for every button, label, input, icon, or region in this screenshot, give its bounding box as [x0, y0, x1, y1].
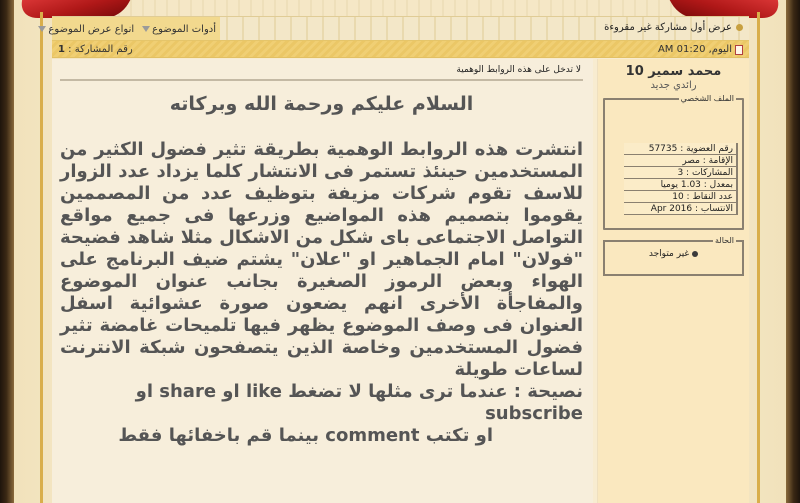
stat-joined: الانتساب : Apr 2016	[624, 203, 736, 215]
thread-tools-label: أدوات الموضوع	[152, 23, 216, 35]
post-number[interactable]	[58, 44, 133, 55]
profile-fieldset	[603, 94, 744, 230]
display-modes-label: انواع عرض الموضوع	[48, 23, 135, 35]
post-info-bar	[52, 40, 749, 58]
online-status-text: غير متواجد	[648, 249, 690, 259]
stat-member-id: رقم العضوية : 57735	[624, 143, 736, 155]
dropdown-triangle-icon	[38, 26, 46, 32]
post-advice-line-1: نصيحة : عندما ترى مثلها لا تضغط like او share او subscribe	[135, 381, 583, 424]
status-fieldset	[603, 236, 744, 276]
post-title: لا تدخل على هذه الروابط الوهمية	[60, 63, 583, 81]
user-title: رائدي جديد	[650, 80, 697, 91]
post-content	[52, 59, 593, 503]
display-modes-button[interactable]	[38, 24, 134, 35]
offline-dot-icon	[692, 251, 698, 257]
thread-controls-bar	[48, 16, 749, 40]
thread-tools-button[interactable]	[142, 24, 216, 35]
gold-rail-right	[757, 12, 760, 503]
post-paragraph: انتشرت هذه الروابط الوهمية بطريقة تثير فضول الكثير من المستخدمين حينئذ تستمر فى الانتشار كلما يزداد عدد الزوار للاسف تقوم شركات مزيفة بتوظيف عدد من المصممين يقوموا بتصميم هذه المواضيع وزرعها فى جميع مواقع التواصل الاجتماعى باى شكل من الاشكال مثلا شاهد فضيحة "فولان" امام الجماهير او "علان" يشتم ضيف البرنامج على الهواء وبعض الرموز الصغيرة بجانب عنوان الموضوع والمفاجأة الأخرى انهم يضعون صورة عشوائية اسفل العنوان فى وصف الموضوع يظهر فيها تلميحات غامضة تثير فضول المستخدمين وخاصة الذين يتصفحون شبكة الانترنت لساعات طويلة	[60, 139, 583, 380]
gold-rail-left	[40, 12, 43, 503]
post-number-label: رقم المشاركة :	[68, 44, 133, 55]
dropdown-triangle-icon	[142, 26, 150, 32]
first-unread-label: عرض أول مشاركة غير مقروءة	[604, 22, 732, 33]
frame-right-border	[786, 0, 800, 503]
post-date	[658, 44, 743, 55]
post-greeting: السلام عليكم ورحمة الله وبركاته	[169, 93, 474, 115]
frame-left-border	[0, 0, 14, 503]
stat-posts: المشاركات : 3	[624, 167, 736, 179]
post-date-text: اليوم, 01:20 AM	[657, 44, 732, 55]
thread-tools-group	[48, 17, 220, 41]
user-stats	[624, 143, 738, 215]
username-link[interactable]: محمد سمير 10	[625, 64, 722, 79]
forum-post	[48, 16, 749, 503]
unread-arrow-icon	[736, 24, 743, 31]
stat-location: الإقامة : مصر	[624, 155, 736, 167]
post-body	[52, 59, 749, 503]
post-document-icon	[735, 45, 743, 55]
status-legend: الحالة	[715, 236, 734, 245]
profile-legend: الملف الشخصي	[680, 94, 734, 103]
first-unread-link[interactable]	[604, 22, 743, 33]
stat-points: عدد النقاط : 10	[624, 191, 736, 203]
post-number-value: 1	[58, 44, 65, 55]
online-status	[609, 249, 738, 259]
user-info-panel	[597, 59, 749, 503]
post-advice-line-2: او تكتب comment بينما قم باخفائها فقط	[118, 425, 493, 446]
stat-rate: بمعدل : 1.03 يوميا	[624, 179, 736, 191]
